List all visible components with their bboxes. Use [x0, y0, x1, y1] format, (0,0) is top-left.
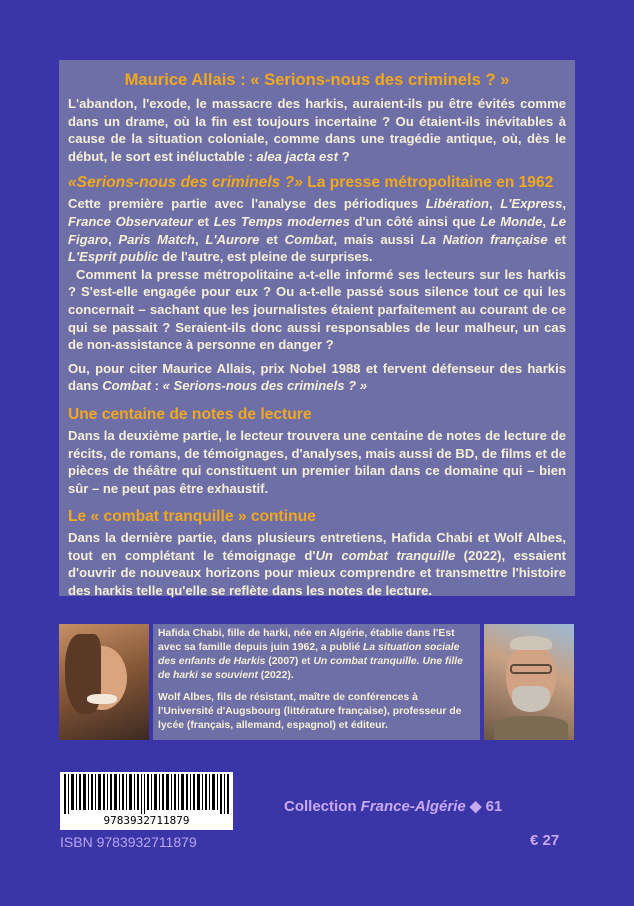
periodical: Libération [425, 196, 490, 212]
periodical: Combat [102, 378, 151, 394]
periodical: La Nation française [420, 231, 548, 247]
section1-paragraph-2: Comment la presse métropolitaine a-t-elle informé ses lecteurs sur les harkis ? S'est-elle engagée pour eux ? Ou a-t-elle passé sous silence tout ce qui les concernait – sachant que les journalistes étaient parfaitement au courant de ce qui se passait ? Seraient-ils donc aussi responsables de leur malheur, un cas de non-assistance à personne en danger ? [68, 266, 566, 353]
book-title: Un combat tranquille [315, 547, 456, 563]
section3-heading: Le « combat tranquille » continue [68, 508, 316, 526]
text: , [489, 196, 501, 212]
text: (2022). [257, 670, 294, 681]
barcode [60, 772, 233, 830]
text: (2007) et [265, 656, 314, 667]
section1-heading [68, 173, 566, 193]
collection-label [284, 797, 502, 815]
text: : [150, 378, 163, 394]
periodical: L'Esprit public [68, 249, 159, 265]
barcode-bars [62, 774, 231, 814]
text: et [192, 213, 214, 229]
text: (2022), essaient d'ouvrir de nouveaux horizons pour mieux comprendre et transmettre l'histoire des harkis telle qu'elle se reflète dans les notes de lecture. [68, 547, 567, 599]
author-photo-hafida [59, 624, 149, 740]
quote: « Serions-nous des criminels ? » [162, 378, 368, 394]
periodical: Le Figaro [68, 213, 566, 247]
text: , [195, 231, 206, 247]
text: et [547, 231, 567, 247]
periodical: Combat [284, 231, 334, 247]
collection-prefix: Collection [284, 798, 361, 815]
bio-hafida [158, 627, 475, 683]
intro-text: L'abandon, l'exode, le massacre des harkis, auraient-ils pu être évités comme dans un drame, où la fin est toujours incertaine ? Ou étaient-ils inévitables à cause de la situation coloniale, comme dans une tragédie antique, où, dès le début, le sort est inéluctable : [68, 96, 566, 164]
periodical: Paris Match [118, 231, 196, 247]
periodical: Le Monde [480, 213, 543, 229]
barcode-digits: 9783932711879 [103, 814, 190, 827]
author-photo-wolf [484, 624, 574, 740]
text: , [562, 196, 566, 212]
isbn-label: ISBN 9783932711879 [60, 834, 197, 850]
text: d'un côté ainsi que [349, 213, 481, 229]
intro-end: ? [337, 148, 350, 164]
authors-bio [153, 624, 480, 740]
bio-wolf: Wolf Albes, fils de résistant, maître de conférences à l'Université d'Augsbourg (littérature française), professeur de lycée (français, allemand, espagnol) et éditeur. [158, 692, 462, 731]
text: , [542, 213, 551, 229]
section1-heading-rest: La presse métropolitaine en 1962 [302, 174, 554, 192]
text: Dans la dernière partie, dans plusieurs entretiens, Hafida Chabi et Wolf Albes, tout en complétant le témoignage d' [68, 530, 566, 563]
periodical: L'Aurore [205, 231, 260, 247]
periodical: Les Temps modernes [213, 213, 350, 229]
text: de l'autre, est pleine de surprises. [158, 249, 373, 265]
text: Cette première partie avec l'analyse des périodiques [68, 196, 426, 212]
section2-paragraph: Dans la deuxième partie, le lecteur trouvera une centaine de notes de lecture de récits, de romans, de témoignages, d'analyses, mais aussi de BD, de films et de pièces de théâtre qui constituent un premier bilan dans ce domaine qui – bien sûr – ne peut pas être exhaustif. [68, 427, 566, 496]
text: et [259, 231, 285, 247]
section1-heading-italic: «Serions-nous des criminels ?» [68, 174, 303, 192]
page-title: Maurice Allais : « Serions-nous des criminels ? » [124, 70, 510, 89]
text: Hafida Chabi, fille de harki, née en Algérie, établie dans l'Est avec sa famille depuis juin 1962, a publié [158, 628, 455, 653]
section2-heading: Une centaine de notes de lecture [68, 405, 312, 423]
text: , mais aussi [333, 231, 421, 247]
intro-paragraph [68, 95, 566, 165]
back-cover-text-panel [59, 60, 575, 599]
text: , [108, 231, 119, 247]
section1-paragraph-1 [68, 195, 566, 265]
periodical: France Observateur [68, 213, 193, 229]
collection-name: France-Algérie [360, 798, 466, 815]
section1-paragraph-3 [68, 360, 566, 395]
text: Ou, pour citer Maurice Allais, prix Nobel 1988 et fervent défenseur des harkis dans [68, 360, 566, 394]
price-label: € 27 [530, 832, 560, 849]
periodical: L'Express [500, 196, 563, 212]
collection-number: ◆ 61 [465, 798, 503, 815]
section3-paragraph [68, 529, 566, 599]
intro-latin: alea jacta est [256, 148, 338, 164]
book-title: La situation sociale des enfants de Harkis [158, 642, 460, 667]
book-title: Un combat tranquille. Une fille de harki se souvient [158, 656, 463, 681]
